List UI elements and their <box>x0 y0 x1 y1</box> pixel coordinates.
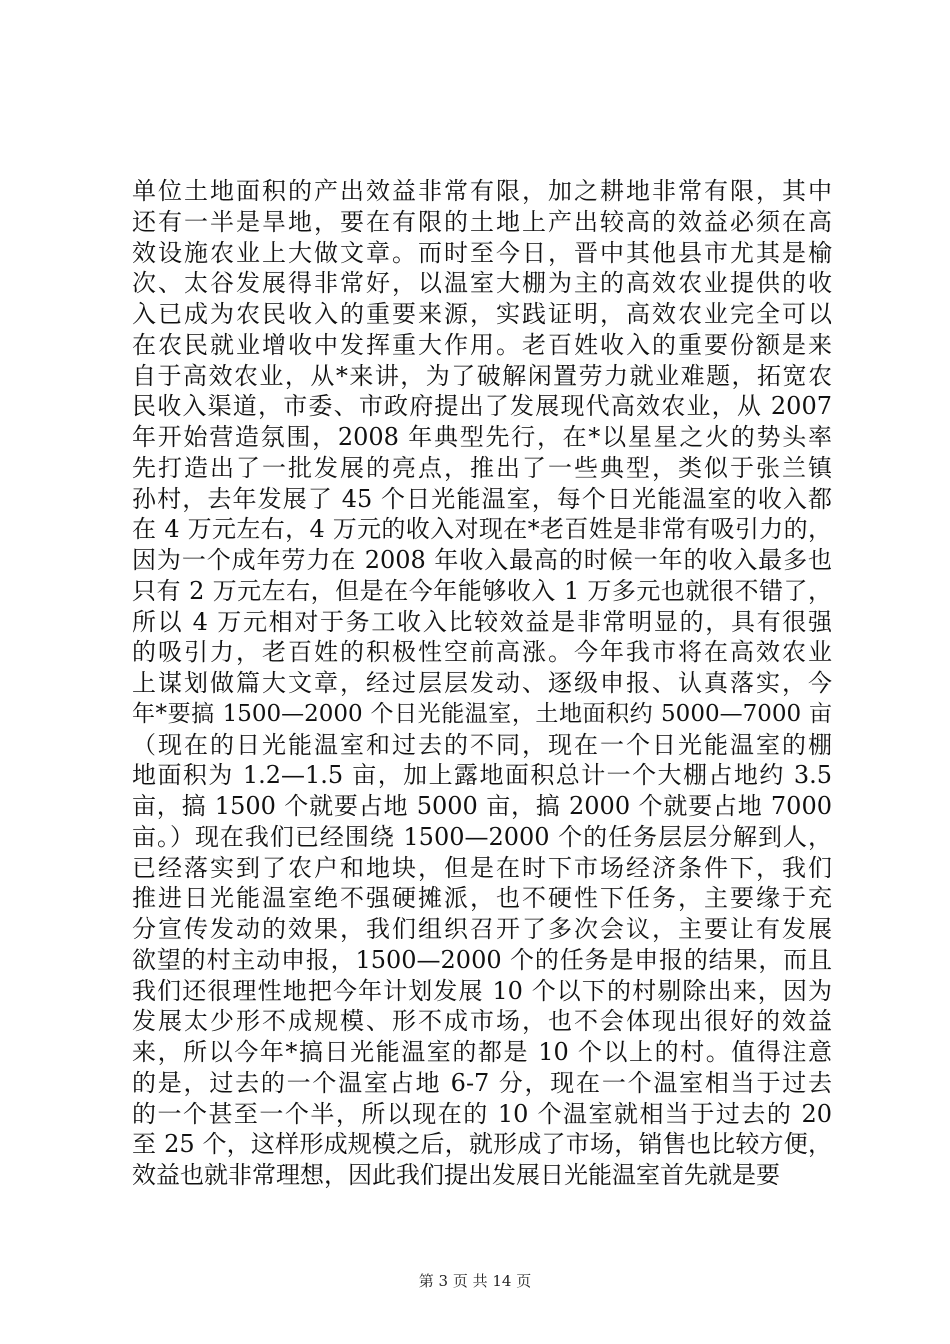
text-line: 分宣传发动的效果，我们组织召开了多次会议，主要让有发展 <box>132 915 832 943</box>
text-line: 效设施农业上大做文章。而时至今日，晋中其他县市尤其是榆 <box>132 238 832 267</box>
text-line: 只有 2 万元左右，但是在今年能够收入 1 万多元也就很不错了， <box>132 576 832 605</box>
text-line: 效益也就非常理想，因此我们提出发展日光能温室首先就是要 <box>132 1161 780 1189</box>
text-line: （现在的日光能温室和过去的不同，现在一个日光能温室的棚 <box>132 730 832 759</box>
text-line: 在 4 万元左右，4 万元的收入对现在*老百姓是非常有吸引力的， <box>132 515 832 544</box>
text-line: 我们还很理性地把今年计划发展 10 个以下的村剔除出来，因为 <box>132 976 832 1005</box>
body-paragraph <box>132 176 832 1191</box>
text-line: 的是，过去的一个温室占地 6-7 分，现在一个温室相当于过去 <box>132 1068 832 1097</box>
text-line: 亩，搞 1500 个就要占地 5000 亩，搞 2000 个就要占地 7000 <box>132 792 832 820</box>
text-line: 先打造出了一批发展的亮点，推出了一些典型，类似于张兰镇 <box>132 453 832 482</box>
text-line: 来，所以今年*搞日光能温室的都是 10 个以上的村。值得注意 <box>132 1038 832 1066</box>
text-line: 所以 4 万元相对于务工收入比较效益是非常明显的，具有很强 <box>132 607 832 636</box>
text-line: 入已成为农民收入的重要来源，实践证明，高效农业完全可以 <box>132 300 832 328</box>
text-line: 孙村，去年发展了 45 个日光能温室，每个日光能温室的收入都 <box>132 484 832 513</box>
text-line: 单位土地面积的产出效益非常有限，加之耕地非常有限，其中 <box>132 177 832 205</box>
text-line: 年开始营造氛围，2008 年典型先行，在*以星星之火的势头率 <box>132 423 832 451</box>
text-line: 年*要搞 1500—2000 个日光能温室，土地面积约 5000—7000 亩 <box>132 700 832 727</box>
text-line: 次、太谷发展得非常好，以温室大棚为主的高效农业提供的收 <box>132 269 832 298</box>
page-footer <box>0 1271 950 1291</box>
text-line: 的吸引力，老百姓的积极性空前高涨。今年我市将在高效农业 <box>132 638 832 667</box>
text-line: 上谋划做篇大文章，经过层层发动、逐级申报、认真落实，今 <box>132 669 832 697</box>
text-line: 至 25 个，这样形成规模之后，就形成了市场，销售也比较方便， <box>132 1130 832 1159</box>
text-line: 因为一个成年劳力在 2008 年收入最高的时候一年的收入最多也 <box>132 546 832 574</box>
text-line: 在农民就业增收中发挥重大作用。老百姓收入的重要份额是来 <box>132 330 832 359</box>
text-line: 推进日光能温室绝不强硬摊派，也不硬性下任务，主要缘于充 <box>132 884 832 913</box>
text-line: 发展太少形不成规模、形不成市场，也不会体现出很好的效益 <box>132 1007 832 1036</box>
text-line: 欲望的村主动申报，1500—2000 个的任务是申报的结果，而且 <box>132 945 832 974</box>
text-line: 的一个甚至一个半，所以现在的 10 个温室就相当于过去的 20 <box>132 1099 832 1128</box>
text-line: 已经落实到了农户和地块，但是在时下市场经济条件下，我们 <box>132 853 832 882</box>
text-line: 民收入渠道，市委、市政府提出了发展现代高效农业，从 2007 <box>132 392 832 421</box>
page-number: 第 3 页 共 14 页 <box>418 1272 532 1290</box>
text-line: 还有一半是旱地，要在有限的土地上产出较高的效益必须在高 <box>132 207 832 236</box>
text-line: 亩。）现在我们已经围绕 1500—2000 个的任务层层分解到人， <box>132 822 832 851</box>
text-line: 地面积为 1.2—1.5 亩，加上露地面积总计一个大棚占地约 3.5 <box>132 761 832 790</box>
text-line: 自于高效农业，从*来讲，为了破解闲置劳力就业难题，拓宽农 <box>132 361 832 390</box>
